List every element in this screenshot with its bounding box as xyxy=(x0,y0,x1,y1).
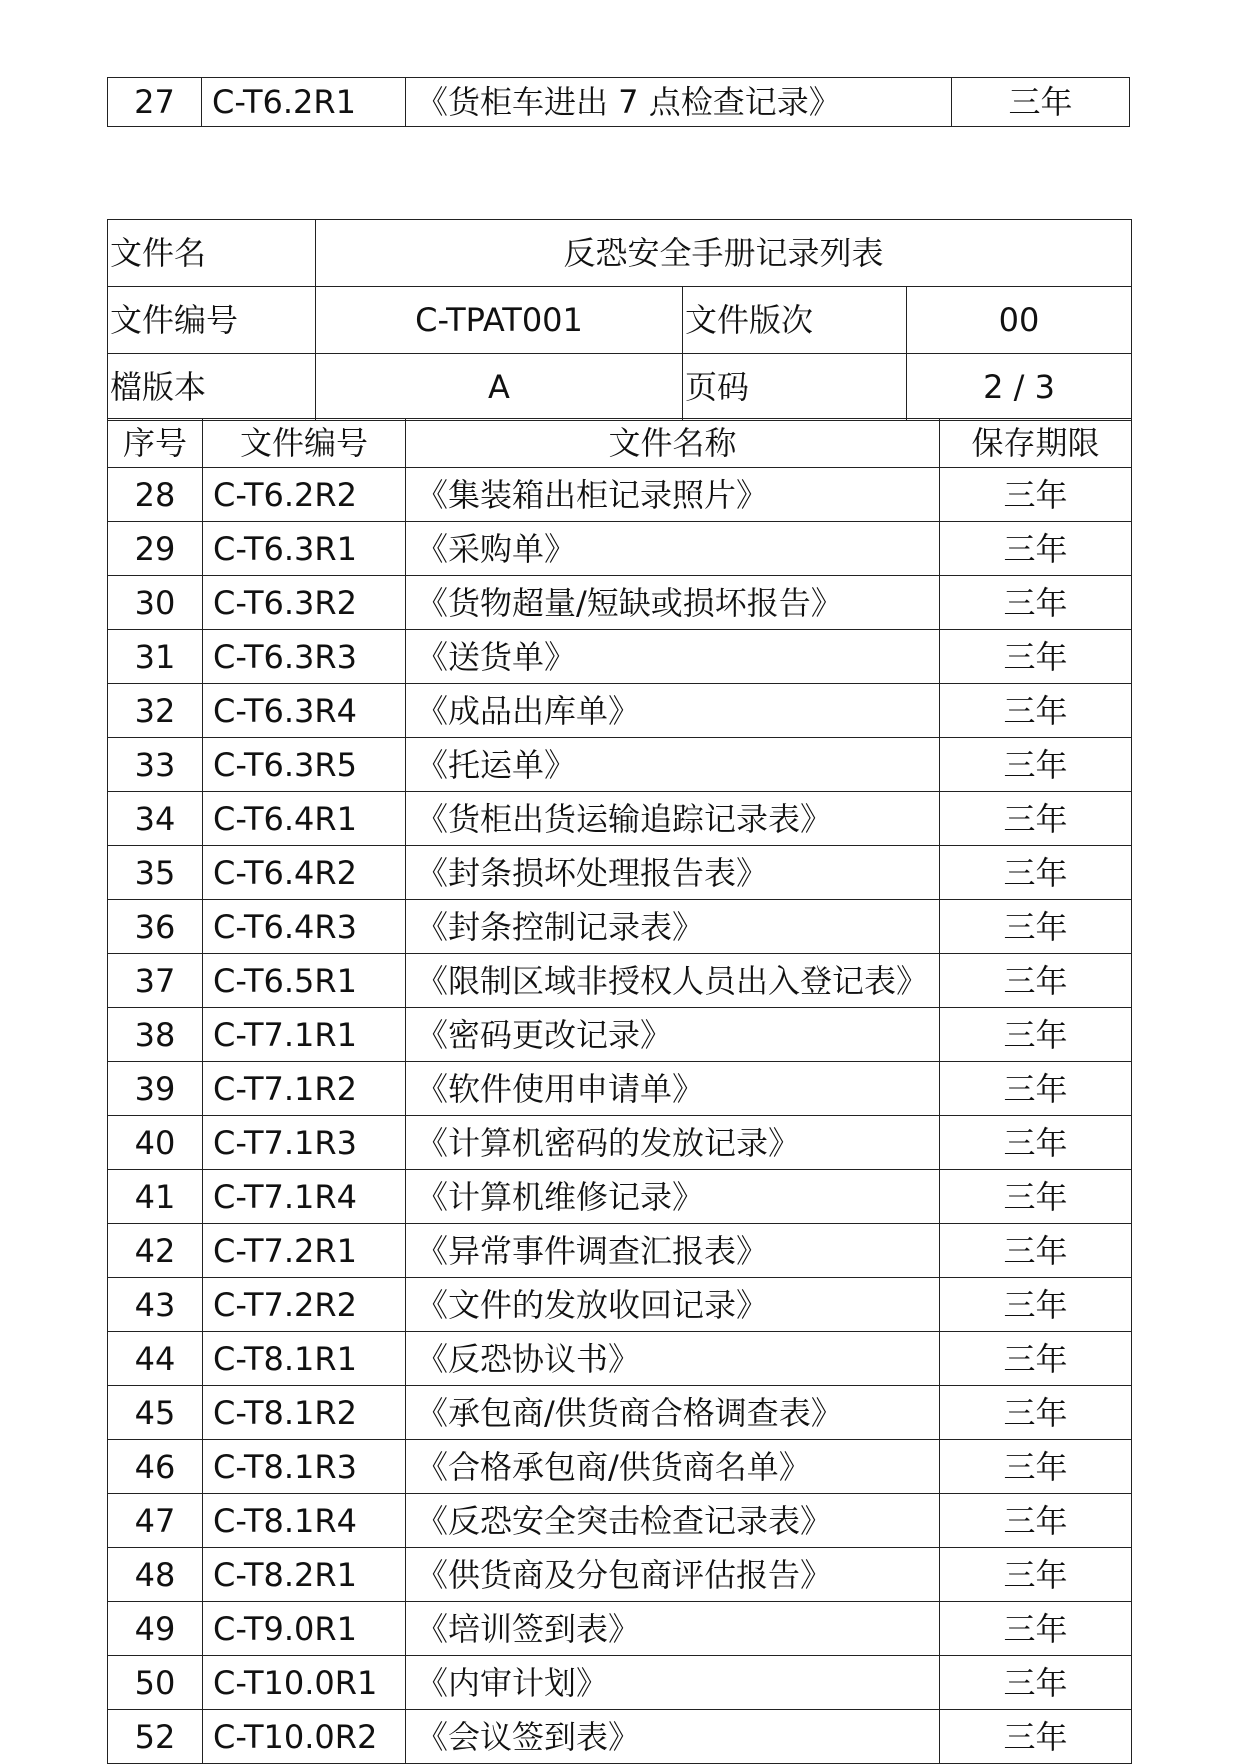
row-file-code: C-T8.1R2 xyxy=(203,1386,406,1440)
row-number: 44 xyxy=(108,1332,203,1386)
table-row xyxy=(108,576,1132,630)
table-row xyxy=(108,1116,1132,1170)
row-retention: 三年 xyxy=(940,900,1132,954)
row-retention: 三年 xyxy=(940,792,1132,846)
row-number: 43 xyxy=(108,1278,203,1332)
row-file-code: C-T8.2R1 xyxy=(203,1548,406,1602)
row-number: 49 xyxy=(108,1602,203,1656)
row-file-name: 《会议签到表》 xyxy=(406,1710,940,1764)
file-number-label: 文件编号 xyxy=(108,287,316,354)
row-file-code: C-T6.4R2 xyxy=(203,846,406,900)
file-version-label: 文件版次 xyxy=(683,287,907,354)
row-retention: 三年 xyxy=(940,684,1132,738)
table-row xyxy=(108,792,1132,846)
row-retention: 三年 xyxy=(940,1008,1132,1062)
file-name-label: 文件名 xyxy=(108,220,316,287)
table-row xyxy=(108,1062,1132,1116)
row-file-name: 《集装箱出柜记录照片》 xyxy=(406,468,940,522)
row-file-code: C-T6.3R1 xyxy=(203,522,406,576)
row-file-code: C-T6.3R4 xyxy=(203,684,406,738)
table-row xyxy=(108,954,1132,1008)
row-file-code: C-T6.3R3 xyxy=(203,630,406,684)
row-retention: 三年 xyxy=(940,1224,1132,1278)
page-number: 2 / 3 xyxy=(907,354,1132,421)
row-retention: 三年 xyxy=(940,954,1132,1008)
row-number: 36 xyxy=(108,900,203,954)
row-file-name: 《培训签到表》 xyxy=(406,1602,940,1656)
row-file-code: C-T7.2R1 xyxy=(203,1224,406,1278)
row-number: 30 xyxy=(108,576,203,630)
row-file-code: C-T7.1R2 xyxy=(203,1062,406,1116)
row-number: 38 xyxy=(108,1008,203,1062)
document-title: 反恐安全手册记录列表 xyxy=(316,220,1132,287)
table-row xyxy=(108,900,1132,954)
file-number-value: C-TPAT001 xyxy=(316,287,683,354)
row-file-name: 《封条损坏处理报告表》 xyxy=(406,846,940,900)
row-number: 31 xyxy=(108,630,203,684)
column-header-name: 文件名称 xyxy=(406,419,940,468)
row-number: 33 xyxy=(108,738,203,792)
table-row xyxy=(108,468,1132,522)
row-file-name: 《封条控制记录表》 xyxy=(406,900,940,954)
row-retention: 三年 xyxy=(940,630,1132,684)
row-retention: 三年 xyxy=(952,78,1130,127)
row-file-name: 《计算机密码的发放记录》 xyxy=(406,1116,940,1170)
table-row xyxy=(108,1440,1132,1494)
row-file-name: 《限制区域非授权人员出入登记表》 xyxy=(406,954,940,1008)
row-file-code: C-T6.2R1 xyxy=(202,78,406,127)
row-file-code: C-T6.2R2 xyxy=(203,468,406,522)
row-file-code: C-T10.0R2 xyxy=(203,1710,406,1764)
file-version-value: 00 xyxy=(907,287,1132,354)
row-file-name: 《送货单》 xyxy=(406,630,940,684)
row-retention: 三年 xyxy=(940,1116,1132,1170)
row-number: 45 xyxy=(108,1386,203,1440)
row-file-name: 《货物超量/短缺或损坏报告》 xyxy=(406,576,940,630)
page-label: 页码 xyxy=(683,354,907,421)
row-file-code: C-T6.3R2 xyxy=(203,576,406,630)
row-number: 39 xyxy=(108,1062,203,1116)
row-number: 28 xyxy=(108,468,203,522)
row-file-name: 《采购单》 xyxy=(406,522,940,576)
row-file-name: 《密码更改记录》 xyxy=(406,1008,940,1062)
row-number: 50 xyxy=(108,1656,203,1710)
row-retention: 三年 xyxy=(940,1170,1132,1224)
row-number: 47 xyxy=(108,1494,203,1548)
table-row xyxy=(108,1548,1132,1602)
row-file-name: 《供货商及分包商评估报告》 xyxy=(406,1548,940,1602)
row-number: 34 xyxy=(108,792,203,846)
table-row xyxy=(108,630,1132,684)
row-file-name: 《货柜车进出 7 点检查记录》 xyxy=(406,78,952,127)
document-header-table xyxy=(107,219,1132,421)
row-file-name: 《承包商/供货商合格调查表》 xyxy=(406,1386,940,1440)
table-row xyxy=(108,1710,1132,1764)
row-number: 52 xyxy=(108,1710,203,1764)
row-retention: 三年 xyxy=(940,738,1132,792)
row-file-code: C-T7.1R4 xyxy=(203,1170,406,1224)
table-row xyxy=(108,1602,1132,1656)
row-file-name: 《异常事件调查汇报表》 xyxy=(406,1224,940,1278)
row-retention: 三年 xyxy=(940,846,1132,900)
table-row xyxy=(108,1008,1132,1062)
table-row xyxy=(108,846,1132,900)
table-row xyxy=(108,78,1130,127)
row-retention: 三年 xyxy=(940,522,1132,576)
row-retention: 三年 xyxy=(940,1332,1132,1386)
row-number: 48 xyxy=(108,1548,203,1602)
row-number: 32 xyxy=(108,684,203,738)
row-file-code: C-T6.4R3 xyxy=(203,900,406,954)
row-file-code: C-T7.2R2 xyxy=(203,1278,406,1332)
table-row xyxy=(108,1224,1132,1278)
row-file-code: C-T9.0R1 xyxy=(203,1602,406,1656)
column-header-number: 序号 xyxy=(108,419,203,468)
row-number: 42 xyxy=(108,1224,203,1278)
row-file-name: 《托运单》 xyxy=(406,738,940,792)
row-file-code: C-T7.1R1 xyxy=(203,1008,406,1062)
row-retention: 三年 xyxy=(940,1710,1132,1764)
row-file-name: 《成品出库单》 xyxy=(406,684,940,738)
archive-version-value: A xyxy=(316,354,683,421)
row-file-name: 《货柜出货运输追踪记录表》 xyxy=(406,792,940,846)
column-header-retention: 保存期限 xyxy=(940,419,1132,468)
record-list-table xyxy=(107,418,1132,1764)
table-row xyxy=(108,522,1132,576)
column-header-row xyxy=(108,419,1132,468)
row-file-name: 《合格承包商/供货商名单》 xyxy=(406,1440,940,1494)
row-number: 41 xyxy=(108,1170,203,1224)
row-file-name: 《计算机维修记录》 xyxy=(406,1170,940,1224)
row-retention: 三年 xyxy=(940,1602,1132,1656)
row-file-code: C-T6.4R1 xyxy=(203,792,406,846)
row-number: 46 xyxy=(108,1440,203,1494)
table-row xyxy=(108,1656,1132,1710)
row-retention: 三年 xyxy=(940,1440,1132,1494)
row-number: 37 xyxy=(108,954,203,1008)
row-retention: 三年 xyxy=(940,576,1132,630)
column-header-code: 文件编号 xyxy=(203,419,406,468)
row-retention: 三年 xyxy=(940,1656,1132,1710)
row-file-code: C-T6.3R5 xyxy=(203,738,406,792)
row-retention: 三年 xyxy=(940,1548,1132,1602)
row-retention: 三年 xyxy=(940,468,1132,522)
row-file-code: C-T8.1R1 xyxy=(203,1332,406,1386)
row-file-code: C-T8.1R4 xyxy=(203,1494,406,1548)
archive-version-label: 檔版本 xyxy=(108,354,316,421)
row-number: 40 xyxy=(108,1116,203,1170)
continued-record-table xyxy=(107,77,1130,127)
table-row xyxy=(108,684,1132,738)
row-file-code: C-T8.1R3 xyxy=(203,1440,406,1494)
table-row xyxy=(108,738,1132,792)
row-file-code: C-T6.5R1 xyxy=(203,954,406,1008)
row-file-name: 《文件的发放收回记录》 xyxy=(406,1278,940,1332)
row-file-code: C-T10.0R1 xyxy=(203,1656,406,1710)
row-file-name: 《反恐协议书》 xyxy=(406,1332,940,1386)
row-retention: 三年 xyxy=(940,1494,1132,1548)
row-number: 35 xyxy=(108,846,203,900)
row-file-name: 《内审计划》 xyxy=(406,1656,940,1710)
row-number: 27 xyxy=(108,78,202,127)
table-row xyxy=(108,1170,1132,1224)
table-row xyxy=(108,1332,1132,1386)
row-number: 29 xyxy=(108,522,203,576)
row-retention: 三年 xyxy=(940,1278,1132,1332)
row-retention: 三年 xyxy=(940,1062,1132,1116)
table-row xyxy=(108,1494,1132,1548)
row-file-name: 《软件使用申请单》 xyxy=(406,1062,940,1116)
table-row xyxy=(108,1278,1132,1332)
row-file-code: C-T7.1R3 xyxy=(203,1116,406,1170)
row-file-name: 《反恐安全突击检查记录表》 xyxy=(406,1494,940,1548)
table-row xyxy=(108,1386,1132,1440)
row-retention: 三年 xyxy=(940,1386,1132,1440)
